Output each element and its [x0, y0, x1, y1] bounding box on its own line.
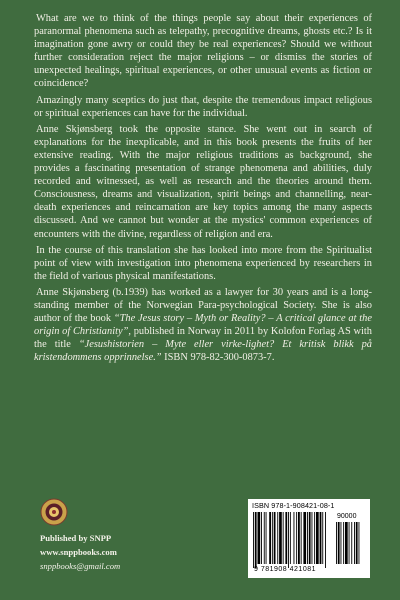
blurb-paragraph-2: Amazingly many sceptics do just that, despite the tremendous impact religious or spiritual experiences can have for the individual.: [34, 94, 372, 119]
bio-text-2: , published in Norway in 2011 by Kolofon Forlag AS with the title: [34, 326, 373, 351]
snpp-logo-icon: [40, 498, 68, 526]
barcode-price-code: 90000: [337, 513, 357, 520]
bio-book-title-norwegian: “Jesushistorien – Myte eller virke-lighet? Et kritisk blikk på kristendommens opprinnelse.”: [34, 339, 372, 364]
published-by: Published by SNPP: [40, 533, 112, 543]
publisher-info: [40, 531, 200, 573]
author-bio: [34, 286, 372, 365]
back-cover-blurb: [34, 12, 372, 367]
bio-text-1: Anne Skjønsberg (b.1939) has worked as a lawyer for 30 years and is a long-standing member of the Norwegian Para-psychological Society. She is also author of the book: [34, 286, 372, 325]
publisher-website: www.snppbooks.com: [40, 547, 117, 557]
blurb-paragraph-1: What are we to think of the things people say about their experiences of paranormal phenomena such as telepathy, precognitive dreams, ghosts etc.? Is it imagination gone awry or could they be real experiences? Should we without further consideration reject the major religions – or dismiss the stories of unexpected healings, spiritual experiences, or other unusual events as fiction or coincidence?: [34, 13, 372, 90]
isbn-barcode: [248, 499, 370, 578]
publisher-email: snppbooks@gmail.com: [40, 561, 121, 571]
bio-book-title-english: “The Jesus story – Myth or Reality? – A critical glance at the origin of Christianity”: [34, 313, 372, 338]
bio-text-3: ISBN 978-82-300-0873-7.: [161, 352, 275, 364]
blurb-paragraph-3: Anne Skjønsberg took the opposite stance. She went out in search of explanations for the inexplicable, and in this book presents the fruits of her extensive reading. With the major religious traditions as background, she provides a fascinating presentation of strange phenomena and abilities, duly recorded and witnessed, as well as research and the theories around them. Consciousness, dreams and visualization, spirit beings and channelling, near-death experiences and reincarnation are key topics among the many aspects discussed. And we cannot but wonder at the mystics' common experiences of encounters with the divine, regardless of religion and era.: [34, 123, 372, 240]
blurb-paragraph-4: In the course of this translation she has looked into more from the Spiritualist point of view with investigation into phenomena experienced by researchers in the field of various physical manifestations.: [34, 244, 372, 282]
barcode-isbn-text: ISBN 978-1-908421-08-1: [252, 501, 335, 510]
barcode-ean-number: 9 781908 421081: [254, 566, 316, 573]
